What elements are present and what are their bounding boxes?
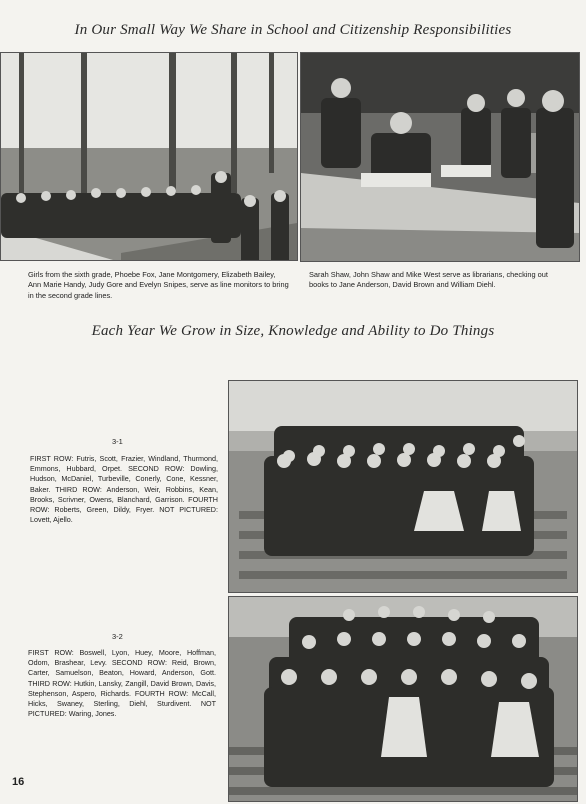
page-number: 16 bbox=[12, 776, 25, 788]
librarians-caption: Sarah Shaw, John Shaw and Mike West serve as librarians, checking out books to Jane Anderson, David Brown and William Diehl. bbox=[309, 270, 548, 290]
page-heading-top: In Our Small Way We Share in School and Citizenship Responsibilities bbox=[74, 22, 512, 38]
class-3-1-roster: FIRST ROW: Futris, Scott, Frazier, Windland, Thurmond, Emmons, Hubbard, Orpet. SECOND ROW: Dowling, Hudson, McDaniel, Turbeville, Conerly, Cone, Kessner, Baker. THIRD ROW: Anderson, Weir, Robbins, Kean, Brooks, Scrivner, Owens, Blanchard, Garrison. FOURTH ROW: Roberts, Green, Dildy, Fryer. NOT PICTURED: Lovett, Ajello. bbox=[30, 454, 218, 525]
page-heading-middle: Each Year We Grow in Size, Knowledge and Ability to Do Things bbox=[91, 323, 495, 339]
class-3-2-label: 3-2 bbox=[112, 632, 123, 641]
line-monitors-caption: Girls from the sixth grade, Phoebe Fox, Jane Montgomery, Elizabeth Bailey, Ann Marie Handy, Judy Gore and Evelyn Snipes, serve as line monitors to bring in the second grade lines. bbox=[28, 270, 289, 300]
class-3-1-photo bbox=[228, 380, 578, 593]
librarians-photo bbox=[300, 52, 580, 262]
line-monitors-photo bbox=[0, 52, 298, 261]
class-3-2-roster: FIRST ROW: Boswell, Lyon, Huey, Moore, Hoffman, Odom, Brashear, Levy. SECOND ROW: Reid, Brown, Carter, Samuelson, Beaton, Howard, Anderson, Gott. THIRD ROW: Hutkin, Lansky, Zangill, David Brown, Davis, Stephenson, Aspero, Richards. FOURTH ROW: McCall, Hicks, Swaney, Sterling, Diehl, Sturdivent. NOT PICTURED: Waring, Jones. bbox=[28, 648, 216, 719]
class-3-1-label: 3-1 bbox=[112, 437, 123, 446]
class-3-2-photo bbox=[228, 596, 578, 802]
